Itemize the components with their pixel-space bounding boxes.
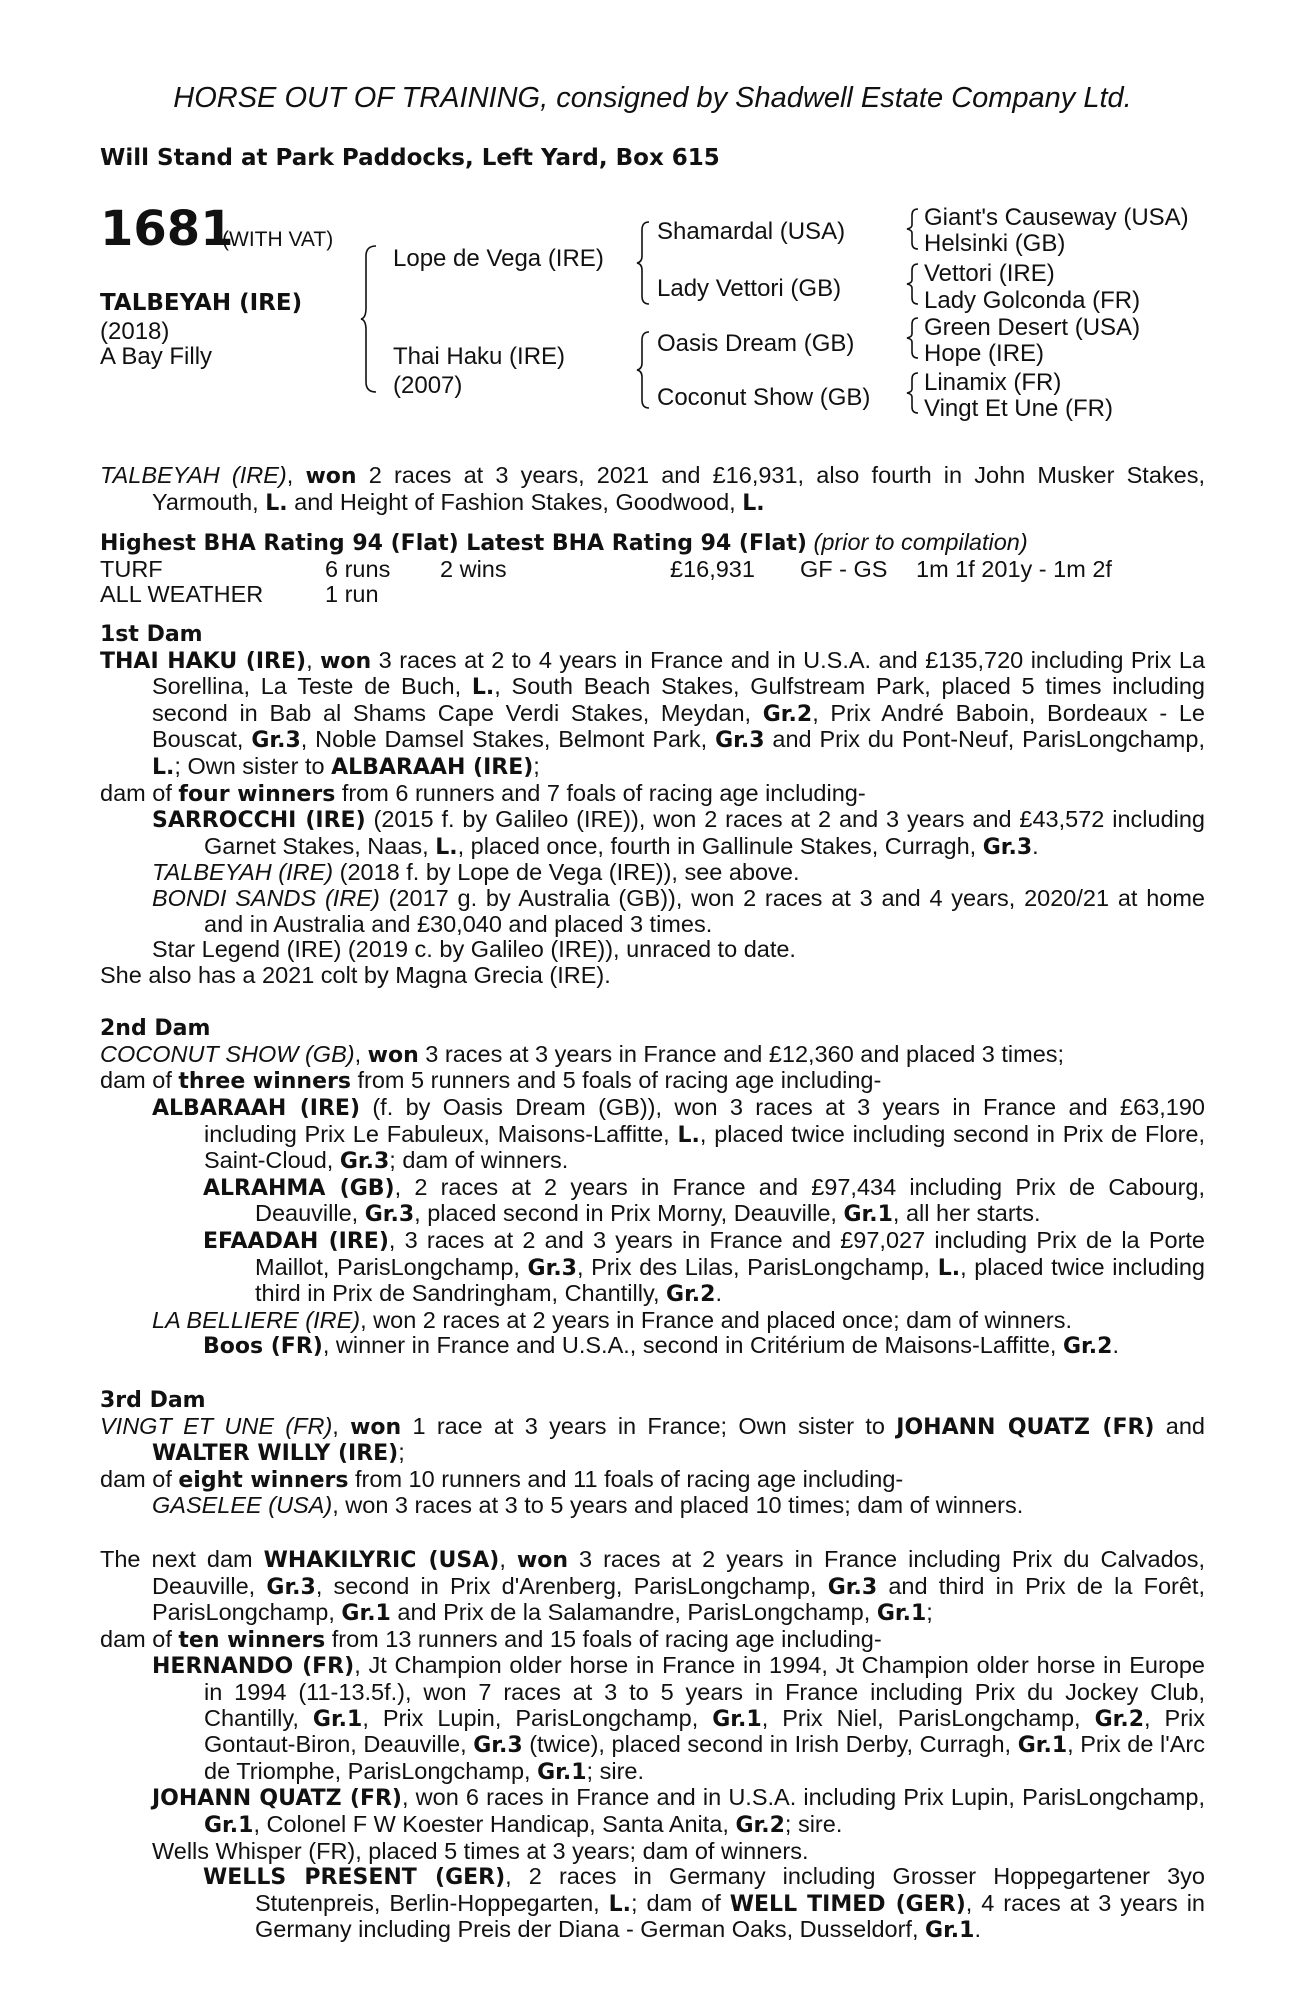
t: and Prix du Pont-Neuf, ParisLongchamp,	[764, 726, 1205, 753]
winners-count: eight winners	[178, 1467, 349, 1493]
pedigree-ssd: Helsinki (GB)	[924, 230, 1066, 257]
group-mark: Gr.2	[666, 1282, 716, 1308]
t: , Jt Champion older horse in France in 1994, Jt Champion older horse in Europe in 1994 (11-13.5f.), won 7 races at 3 to 5 years in France including Prix du Jockey Club, Chantilly,	[204, 1652, 1206, 1731]
produce-johann-quatz	[100, 1785, 1205, 1838]
t: The next dam	[100, 1545, 264, 1572]
pedigree-dsd: Hope (IRE)	[924, 340, 1045, 367]
pedigree-dam-dam: Coconut Show (GB)	[657, 384, 871, 411]
t: ;	[533, 752, 540, 779]
t: , second in Prix d'Arenberg, ParisLongchamp,	[315, 1572, 828, 1599]
t: , Prix Lupin, ParisLongchamp,	[362, 1704, 713, 1731]
pedigree-brace-dd	[906, 371, 920, 415]
t: , placed twice including second in Prix de Flore, Saint-Cloud,	[204, 1120, 1206, 1174]
t: .	[715, 1280, 722, 1307]
group-mark: Gr.3	[473, 1733, 523, 1759]
produce-la-belliere	[100, 1308, 1205, 1334]
produce-name: LA BELLIERE (IRE)	[152, 1306, 361, 1333]
sibling-name: WALTER WILLY (IRE)	[152, 1441, 399, 1467]
group-mark: Gr.2	[1094, 1706, 1145, 1732]
pedigree-ddd: Vingt Et Une (FR)	[924, 395, 1113, 422]
turf-going: GF - GS	[800, 555, 888, 582]
turf-prize: £16,931	[670, 555, 755, 582]
t: , 2 races in Germany including Grosser Hoppegartener 3yo Stutenpreis, Berlin-Hoppegarten,	[255, 1863, 1205, 1916]
pedigree-sire-sire: Shamardal (USA)	[657, 218, 846, 245]
group-mark: Gr.1	[204, 1812, 254, 1838]
produce-gaselee	[100, 1493, 1205, 1519]
produce-name: WELLS PRESENT (GER)	[203, 1865, 506, 1891]
t: (2015 f. by Galileo (IRE)), won 2 races at 2 and 3 years and £43,572 including Garnet Stakes, Naas,	[204, 806, 1206, 859]
horse-name: TALBEYAH (IRE)	[100, 290, 303, 316]
produce-alrahma	[100, 1175, 1205, 1228]
produce-wells-present	[100, 1864, 1205, 1944]
race-summary: TALBEYAH (IRE), won 2 races at 3 years, 2021 and £16,931, also fourth in John Musker Stakes, Yarmouth, L. and Height of Fashion Stakes, Goodwood, L.	[100, 462, 1205, 516]
t: , won 6 races in France and in U.S.A. including Prix Lupin, ParisLongchamp,	[401, 1784, 1205, 1811]
summary-text-1: 2 races at 3 years, 2021 and £16,931, also fourth in John Musker Stakes, Yarmouth,	[152, 462, 1205, 515]
consignment-line: HORSE OUT OF TRAINING, consigned by Shadwell Estate Company Ltd.	[173, 82, 1132, 114]
catalogue-body	[100, 463, 1205, 1944]
t: ; sire.	[586, 1757, 645, 1784]
listed-mark: L.	[152, 754, 175, 780]
stand-location: Will Stand at Park Paddocks, Left Yard, Box 615	[100, 145, 720, 171]
produce-sarrocchi	[100, 807, 1205, 860]
produce-efaadah	[100, 1228, 1205, 1308]
pedigree-sds: Vettori (IRE)	[924, 260, 1055, 287]
t: , Colonel F W Koester Handicap, Santa Anita,	[253, 1810, 736, 1837]
group-mark: Gr.3	[715, 728, 765, 754]
all-weather-record	[100, 582, 1205, 608]
produce-name: BONDI SANDS (IRE)	[152, 884, 380, 911]
t: ; dam of	[631, 1889, 730, 1916]
t: ; sire.	[784, 1810, 843, 1837]
second-dam-name: COCONUT SHOW (GB)	[100, 1040, 355, 1067]
turf-runs: 6 runs	[325, 555, 391, 582]
produce-name: Boos (FR)	[203, 1334, 323, 1360]
t: (2018 f. by Lope de Vega (IRE)), see above.	[333, 859, 800, 886]
winners-count: ten winners	[178, 1627, 326, 1653]
produce-albaraah	[100, 1095, 1205, 1175]
pedigree-sss: Giant's Causeway (USA)	[924, 204, 1189, 231]
won-mark: won	[350, 1414, 402, 1440]
turf-wins: 2 wins	[440, 555, 507, 582]
produce-name: SARROCCHI (IRE)	[152, 808, 366, 834]
t: , all her starts.	[892, 1200, 1041, 1227]
summary-listed-1: L.	[265, 490, 288, 516]
t: , 2 races at 2 years in France and £97,434 including Prix de Cabourg, Deauville,	[255, 1173, 1205, 1227]
fourth-dam-name: WHAKILYRIC (USA)	[263, 1547, 500, 1573]
t: .	[1112, 1332, 1119, 1359]
group-mark: Gr.3	[266, 1574, 316, 1600]
t: , winner in France and U.S.A., second in Critérium de Maisons-Laffitte,	[322, 1332, 1063, 1359]
t: , placed once, fourth in Gallinule Stakes, Curragh,	[457, 832, 983, 859]
t: ;	[398, 1439, 405, 1466]
produce-note: She also has a 2021 colt by Magna Grecia (IRE).	[100, 961, 611, 988]
t: , Prix Gontaut-Biron, Deauville,	[204, 1704, 1206, 1758]
t: from 10 runners and 11 foals of racing age including-	[348, 1465, 904, 1492]
turf-record	[100, 557, 1205, 583]
sibling-name: JOHANN QUATZ (FR)	[896, 1414, 1155, 1440]
group-mark: Gr.3	[339, 1149, 390, 1175]
pedigree-brace-sd	[906, 262, 920, 306]
t: .	[1032, 832, 1039, 859]
produce-name: TALBEYAH (IRE)	[152, 859, 334, 886]
produce-name: WELL TIMED (GER)	[729, 1891, 966, 1917]
vat-note: (WITH VAT)	[222, 228, 334, 251]
group-mark: Gr.1	[925, 1918, 975, 1944]
produce-name: HERNANDO (FR)	[152, 1654, 355, 1680]
horse-year: (2018)	[100, 318, 170, 345]
rating-line	[100, 530, 1205, 557]
rating-note: (prior to compilation)	[813, 529, 1028, 556]
pedigree-dam-year: (2007)	[393, 372, 463, 399]
rating-text: Highest BHA Rating 94 (Flat) Latest BHA Rating 94 (Flat)	[100, 531, 807, 557]
produce-wells-whisper: Wells Whisper (FR), placed 5 times at 3 years; dam of winners.	[152, 1837, 809, 1864]
group-mark: Gr.1	[843, 1202, 893, 1228]
second-dam-produce-summary	[100, 1068, 1205, 1095]
t: from 6 runners and 7 foals of racing age including-	[335, 779, 866, 806]
group-mark: Gr.1	[876, 1601, 927, 1627]
third-dam-produce-summary	[100, 1467, 1205, 1494]
t: , placed twice including third in Prix de Sandringham, Chantilly,	[255, 1253, 1205, 1307]
third-dam-heading: 3rd Dam	[100, 1388, 206, 1413]
group-mark: Gr.1	[712, 1706, 762, 1732]
t: , won 2 races at 2 years in France and placed once; dam of winners.	[360, 1306, 1073, 1333]
pedigree-brace-sire	[636, 220, 652, 306]
t: 3 races at 2 years in France including Prix du Calvados, Deauville,	[152, 1545, 1205, 1599]
t: (twice), placed second in Irish Derby, Curragh,	[522, 1731, 1018, 1758]
t: , placed second in Prix Morny, Deauville,	[414, 1200, 844, 1227]
group-mark: Gr.1	[1017, 1733, 1068, 1759]
group-mark: Gr.3	[364, 1202, 415, 1228]
t: (f. by Oasis Dream (GB)), won 3 races at 3 years in France and £63,190 including Prix Le Fabuleux, Maisons-Laffitte,	[204, 1094, 1205, 1147]
t: dam of	[100, 1625, 179, 1652]
produce-name: GASELEE (USA)	[152, 1492, 333, 1519]
fourth-dam-record: The next dam WHAKILYRIC (USA), won 3 races at 2 years in France including Prix du Calvados, Deauville, Gr.3, second in Prix d'Arenberg, ParisLongchamp, Gr.3 and third in Prix de la Forêt, ParisLongchamp, Gr.1 and Prix de la Salamandre, ParisLongchamp, Gr.1;	[100, 1545, 1205, 1627]
third-dam-record: VINGT ET UNE (FR), won 1 race at 3 years in France; Own sister to JOHANN QUATZ (FR) and WALTER WILLY (IRE);	[100, 1412, 1205, 1467]
produce-star-legend: Star Legend (IRE) (2019 c. by Galileo (IRE)), unraced to date.	[152, 936, 796, 963]
group-mark: Gr.1	[341, 1601, 391, 1627]
group-mark: Gr.1	[537, 1759, 587, 1785]
first-dam-produce-summary	[100, 781, 1205, 808]
horse-description: A Bay Filly	[100, 343, 213, 370]
produce-talbeyah	[100, 860, 1205, 886]
listed-mark: L.	[677, 1122, 700, 1148]
pedigree-sire: Lope de Vega (IRE)	[393, 245, 604, 272]
t: , 3 races at 2 and 3 years in France and £97,027 including Prix de la Porte Maillot, ParisLongchamp,	[255, 1227, 1205, 1280]
pedigree-dds: Linamix (FR)	[924, 369, 1062, 396]
t: , Prix de l'Arc de Triomphe, ParisLongchamp,	[204, 1731, 1205, 1784]
summary-text-2: and Height of Fashion Stakes, Goodwood,	[287, 488, 743, 515]
t: and third in Prix de la Forêt, ParisLongchamp,	[152, 1572, 1205, 1626]
produce-name: EFAADAH (IRE)	[203, 1229, 389, 1255]
aw-label: ALL WEATHER	[100, 581, 264, 608]
t: dam of	[100, 1067, 179, 1094]
third-dam-name: VINGT ET UNE (FR)	[100, 1412, 333, 1439]
t: , Noble Damsel Stakes, Belmont Park,	[300, 726, 716, 753]
pedigree-dam: Thai Haku (IRE)	[393, 343, 566, 370]
pedigree-brace-ss	[906, 207, 920, 251]
t: , Prix André Baboin, Bordeaux - Le Bouscat,	[152, 699, 1205, 753]
second-dam-heading: 2nd Dam	[100, 1016, 211, 1042]
produce-boos	[100, 1333, 1205, 1360]
first-dam-won: won	[320, 648, 372, 674]
listed-mark: L.	[471, 675, 495, 701]
sister-name: ALBARAAH (IRE)	[331, 754, 534, 780]
t: , South Beach Stakes, Gulfstream Park, placed 5 times including second in Bab al Shams Cape Verdi Stakes, Meydan,	[152, 673, 1206, 726]
first-dam-name: THAI HAKU (IRE)	[100, 648, 307, 674]
listed-mark: L.	[608, 1891, 632, 1917]
winners-count: four winners	[178, 781, 336, 807]
lot-number: 1681	[100, 201, 234, 257]
produce-name: JOHANN QUATZ (FR)	[152, 1786, 402, 1812]
group-mark: Gr.3	[527, 1255, 577, 1281]
pedigree-brace-dam	[636, 330, 652, 410]
t: from 5 runners and 5 foals of racing age including-	[350, 1067, 882, 1094]
turf-distance: 1m 1f 201y - 1m 2f	[916, 555, 1112, 582]
t: , Prix Niel, ParisLongchamp,	[761, 1704, 1095, 1731]
produce-name: ALBARAAH (IRE)	[152, 1096, 360, 1122]
won-mark: won	[516, 1547, 568, 1573]
t: and Prix de la Salamandre, ParisLongchamp,	[390, 1599, 877, 1626]
group-mark: Gr.2	[762, 701, 813, 727]
winners-count: three winners	[178, 1069, 351, 1095]
t: (2017 g. by Australia (GB)), won 2 races at 3 and 4 years, 2020/21 at home and in Australia and £30,040 and placed 3 times.	[204, 884, 1206, 937]
first-dam-record: THAI HAKU (IRE), won 3 races at 2 to 4 years in France and in U.S.A. and £135,720 including Prix La Sorellina, La Teste de Buch, L., South Beach Stakes, Gulfstream Park, placed 5 times including second in Bab al Shams Cape Verdi Stakes, Meydan, Gr.2, Prix André Baboin, Bordeaux - Le Bouscat, Gr.3, Noble Damsel Stakes, Belmont Park, Gr.3 and Prix du Pont-Neuf, ParisLongchamp, L.; Own sister to ALBARAAH (IRE);	[100, 646, 1206, 780]
group-mark: Gr.2	[735, 1812, 785, 1838]
produce-hernando	[100, 1653, 1205, 1785]
t: dam of	[100, 1465, 179, 1492]
t: and	[1154, 1412, 1205, 1439]
t: from 13 runners and 15 foals of racing age including-	[325, 1625, 882, 1652]
summary-won: won	[305, 464, 357, 489]
summary-listed-2: L.	[742, 490, 765, 516]
first-dam-heading: 1st Dam	[100, 621, 203, 647]
t: dam of	[100, 779, 179, 806]
produce-bondi-sands	[100, 886, 1205, 937]
t: ;	[926, 1599, 933, 1626]
t: .	[974, 1916, 981, 1943]
t: 1 race at 3 years in France; Own sister to	[401, 1412, 897, 1439]
turf-label: TURF	[100, 555, 163, 582]
group-mark: Gr.3	[982, 834, 1033, 860]
listed-mark: L.	[937, 1255, 961, 1281]
pedigree-brace-ds	[906, 316, 920, 360]
group-mark: Gr.3	[827, 1574, 878, 1600]
produce-name: ALRAHMA (GB)	[203, 1175, 395, 1201]
t: , 4 races at 3 years in Germany including Preis der Diana - German Oaks, Dusseldorf,	[255, 1889, 1205, 1943]
summary-horse-name: TALBEYAH (IRE)	[100, 462, 287, 488]
t: ; dam of winners.	[389, 1147, 569, 1174]
t: 3 races at 3 years in France and £12,360 and placed 3 times;	[418, 1040, 1065, 1067]
group-mark: Gr.1	[312, 1706, 363, 1732]
fourth-dam-produce-summary	[100, 1627, 1205, 1654]
pedigree-brace-gen1	[360, 244, 380, 394]
group-mark: Gr.2	[1063, 1334, 1113, 1360]
group-mark: Gr.3	[251, 728, 301, 754]
t: ; Own sister to	[174, 752, 332, 779]
pedigree-dss: Green Desert (USA)	[924, 314, 1141, 341]
second-dam-record: COCONUT SHOW (GB), won 3 races at 3 years in France and £12,360 and placed 3 times;	[100, 1040, 1065, 1068]
t: 3 races at 2 to 4 years in France and in U.S.A. and £135,720 including Prix La Sorellina, La Teste de Buch,	[152, 646, 1206, 700]
pedigree-sdd: Lady Golconda (FR)	[924, 287, 1141, 314]
aw-runs: 1 run	[325, 581, 379, 608]
listed-mark: L.	[435, 834, 458, 860]
pedigree-dam-sire: Oasis Dream (GB)	[657, 330, 855, 357]
pedigree-sire-dam: Lady Vettori (GB)	[657, 275, 842, 302]
won-mark: won	[367, 1042, 419, 1068]
t: , Prix des Lilas, ParisLongchamp,	[576, 1253, 938, 1280]
t: , won 3 races at 3 to 5 years and placed 10 times; dam of winners.	[332, 1492, 1024, 1519]
